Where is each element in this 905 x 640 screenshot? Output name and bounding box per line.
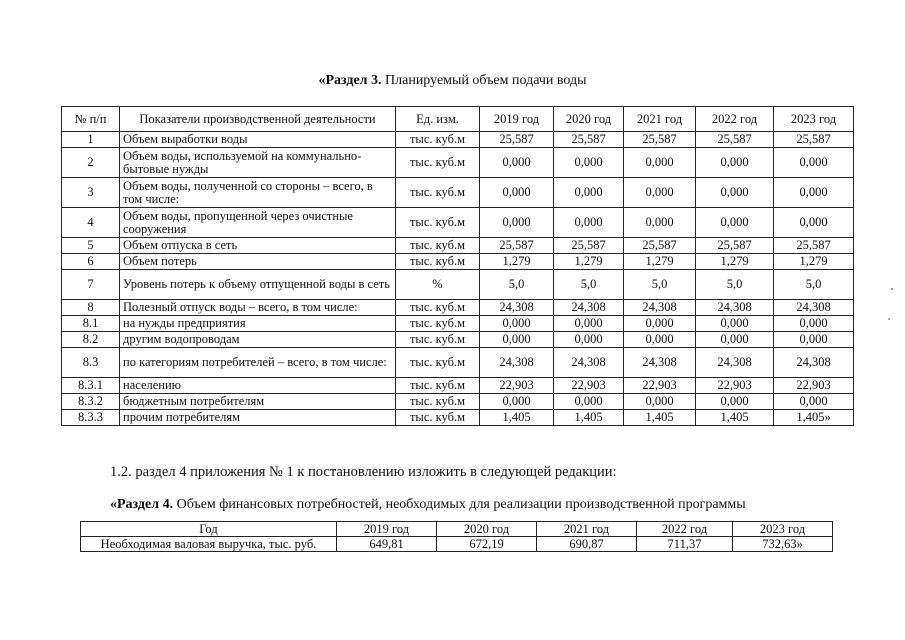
value-cell: 0,000 [624,178,696,208]
column-header: № п/п [62,107,120,132]
value-cell: 25,587 [480,132,554,148]
table-row [62,394,854,410]
value-cell: 0,000 [480,316,554,332]
column-header: 2023 год [774,107,854,132]
value-cell: 0,000 [480,208,554,238]
table-row [62,332,854,348]
indicator-name-cell: Полезный отпуск воды – всего, в том числе: [120,300,396,316]
value-cell: 1,279 [696,254,774,270]
row-number-cell: 8.1 [62,316,120,332]
row-number-cell: 5 [62,238,120,254]
section4-title-bold: «Раздел 4. [110,497,174,512]
value-cell: 0,000 [774,208,854,238]
value-cell: 649,81 [337,537,437,552]
column-header: 2020 год [437,522,537,537]
value-cell: 1,405» [774,410,854,426]
value-cell: 1,405 [624,410,696,426]
value-cell: 0,000 [480,332,554,348]
paragraph-1-2: 1.2. раздел 4 приложения № 1 к постановлению изложить в следующей редакции: [110,464,617,480]
indicator-name-cell: Уровень потерь к объему отпущенной воды в сеть [120,270,396,300]
table-row [62,300,854,316]
value-cell: 0,000 [554,208,624,238]
value-cell: 25,587 [774,132,854,148]
unit-cell: тыс. куб.м [396,300,480,316]
section4-title-text: Объем финансовых потребностей, необходимых для реализации производственной программы [173,497,746,512]
indicator-name-cell: по категориям потребителей – всего, в том числе: [120,348,396,378]
column-header: 2020 год [554,107,624,132]
value-cell: 5,0 [480,270,554,300]
value-cell: 1,279 [554,254,624,270]
value-cell: 0,000 [696,316,774,332]
row-number-cell: 8.3.1 [62,378,120,394]
value-cell: 25,587 [624,132,696,148]
row-label-cell: Необходимая валовая выручка, тыс. руб. [81,537,337,552]
value-cell: 1,279 [774,254,854,270]
indicator-name-cell: населению [120,378,396,394]
column-header: Показатели производственной деятельности [120,107,396,132]
value-cell: 0,000 [774,332,854,348]
indicator-name-cell: другим водопроводам [120,332,396,348]
value-cell: 732,63» [733,537,833,552]
section4-title [110,497,746,513]
table-row [62,270,854,300]
unit-cell: тыс. куб.м [396,238,480,254]
indicator-name-cell: бюджетным потребителям [120,394,396,410]
unit-cell: % [396,270,480,300]
value-cell: 25,587 [554,238,624,254]
indicator-name-cell: Объем воды, полученной со стороны – всего, в том числе: [120,178,396,208]
value-cell: 24,308 [774,348,854,378]
table-row [81,537,833,552]
table-header-row [81,522,833,537]
unit-cell: тыс. куб.м [396,254,480,270]
indicator-name-cell: на нужды предприятия [120,316,396,332]
column-header: 2022 год [637,522,733,537]
value-cell: 0,000 [480,148,554,178]
table-row [62,208,854,238]
value-cell: 25,587 [696,132,774,148]
column-header: Год [81,522,337,537]
section3-title-bold: «Раздел 3. [318,73,382,88]
row-number-cell: 8.3 [62,348,120,378]
unit-cell: тыс. куб.м [396,332,480,348]
value-cell: 0,000 [624,316,696,332]
unit-cell: тыс. куб.м [396,394,480,410]
value-cell: 24,308 [696,348,774,378]
value-cell: 5,0 [696,270,774,300]
scan-speck [888,318,890,320]
table-row [62,316,854,332]
financial-needs-table [80,521,833,552]
value-cell: 24,308 [480,348,554,378]
value-cell: 711,37 [637,537,733,552]
unit-cell: тыс. куб.м [396,208,480,238]
section3-title [0,73,905,89]
table-row [62,238,854,254]
value-cell: 0,000 [480,178,554,208]
unit-cell: тыс. куб.м [396,348,480,378]
row-number-cell: 3 [62,178,120,208]
value-cell: 22,903 [554,378,624,394]
indicator-name-cell: Объем воды, используемой на коммунально-бытовые нужды [120,148,396,178]
row-number-cell: 2 [62,148,120,178]
unit-cell: тыс. куб.м [396,378,480,394]
column-header: 2021 год [537,522,637,537]
value-cell: 25,587 [774,238,854,254]
value-cell: 0,000 [774,316,854,332]
value-cell: 5,0 [624,270,696,300]
value-cell: 0,000 [624,332,696,348]
row-number-cell: 4 [62,208,120,238]
value-cell: 0,000 [696,208,774,238]
value-cell: 25,587 [624,238,696,254]
value-cell: 0,000 [554,316,624,332]
value-cell: 5,0 [774,270,854,300]
unit-cell: тыс. куб.м [396,148,480,178]
table-row [62,410,854,426]
value-cell: 1,279 [480,254,554,270]
value-cell: 0,000 [554,178,624,208]
value-cell: 24,308 [480,300,554,316]
value-cell: 1,405 [554,410,624,426]
value-cell: 24,308 [624,300,696,316]
value-cell: 24,308 [624,348,696,378]
unit-cell: тыс. куб.м [396,132,480,148]
value-cell: 0,000 [696,332,774,348]
value-cell: 24,308 [774,300,854,316]
value-cell: 25,587 [554,132,624,148]
value-cell: 1,405 [696,410,774,426]
value-cell: 0,000 [774,178,854,208]
value-cell: 0,000 [624,208,696,238]
table-row [62,132,854,148]
value-cell: 22,903 [774,378,854,394]
unit-cell: тыс. куб.м [396,410,480,426]
indicator-name-cell: Объем потерь [120,254,396,270]
value-cell: 1,279 [624,254,696,270]
column-header: 2023 год [733,522,833,537]
value-cell: 0,000 [696,394,774,410]
value-cell: 0,000 [624,148,696,178]
column-header: Ед. изм. [396,107,480,132]
value-cell: 690,87 [537,537,637,552]
value-cell: 0,000 [774,394,854,410]
value-cell: 672,19 [437,537,537,552]
indicator-name-cell: прочим потребителям [120,410,396,426]
table-row [62,348,854,378]
water-supply-table [61,106,854,426]
value-cell: 22,903 [480,378,554,394]
value-cell: 0,000 [554,148,624,178]
section3-title-text: Планируемый объем подачи воды [381,73,587,88]
table-header-row [62,107,854,132]
value-cell: 25,587 [696,238,774,254]
row-number-cell: 8.2 [62,332,120,348]
value-cell: 24,308 [554,300,624,316]
table-row [62,254,854,270]
value-cell: 0,000 [554,332,624,348]
value-cell: 0,000 [624,394,696,410]
unit-cell: тыс. куб.м [396,178,480,208]
value-cell: 25,587 [480,238,554,254]
indicator-name-cell: Объем воды, пропущенной через очистные сооружения [120,208,396,238]
row-number-cell: 7 [62,270,120,300]
row-number-cell: 8 [62,300,120,316]
value-cell: 0,000 [774,148,854,178]
value-cell: 24,308 [696,300,774,316]
value-cell: 5,0 [554,270,624,300]
value-cell: 0,000 [554,394,624,410]
table-row [62,148,854,178]
table-row [62,378,854,394]
value-cell: 0,000 [480,394,554,410]
column-header: 2019 год [337,522,437,537]
table-row [62,178,854,208]
value-cell: 0,000 [696,148,774,178]
column-header: 2021 год [624,107,696,132]
value-cell: 0,000 [696,178,774,208]
row-number-cell: 8.3.3 [62,410,120,426]
indicator-name-cell: Объем выработки воды [120,132,396,148]
row-number-cell: 1 [62,132,120,148]
column-header: 2019 год [480,107,554,132]
value-cell: 22,903 [696,378,774,394]
row-number-cell: 8.3.2 [62,394,120,410]
scan-speck [891,288,893,290]
column-header: 2022 год [696,107,774,132]
indicator-name-cell: Объем отпуска в сеть [120,238,396,254]
unit-cell: тыс. куб.м [396,316,480,332]
value-cell: 22,903 [624,378,696,394]
value-cell: 24,308 [554,348,624,378]
value-cell: 1,405 [480,410,554,426]
row-number-cell: 6 [62,254,120,270]
